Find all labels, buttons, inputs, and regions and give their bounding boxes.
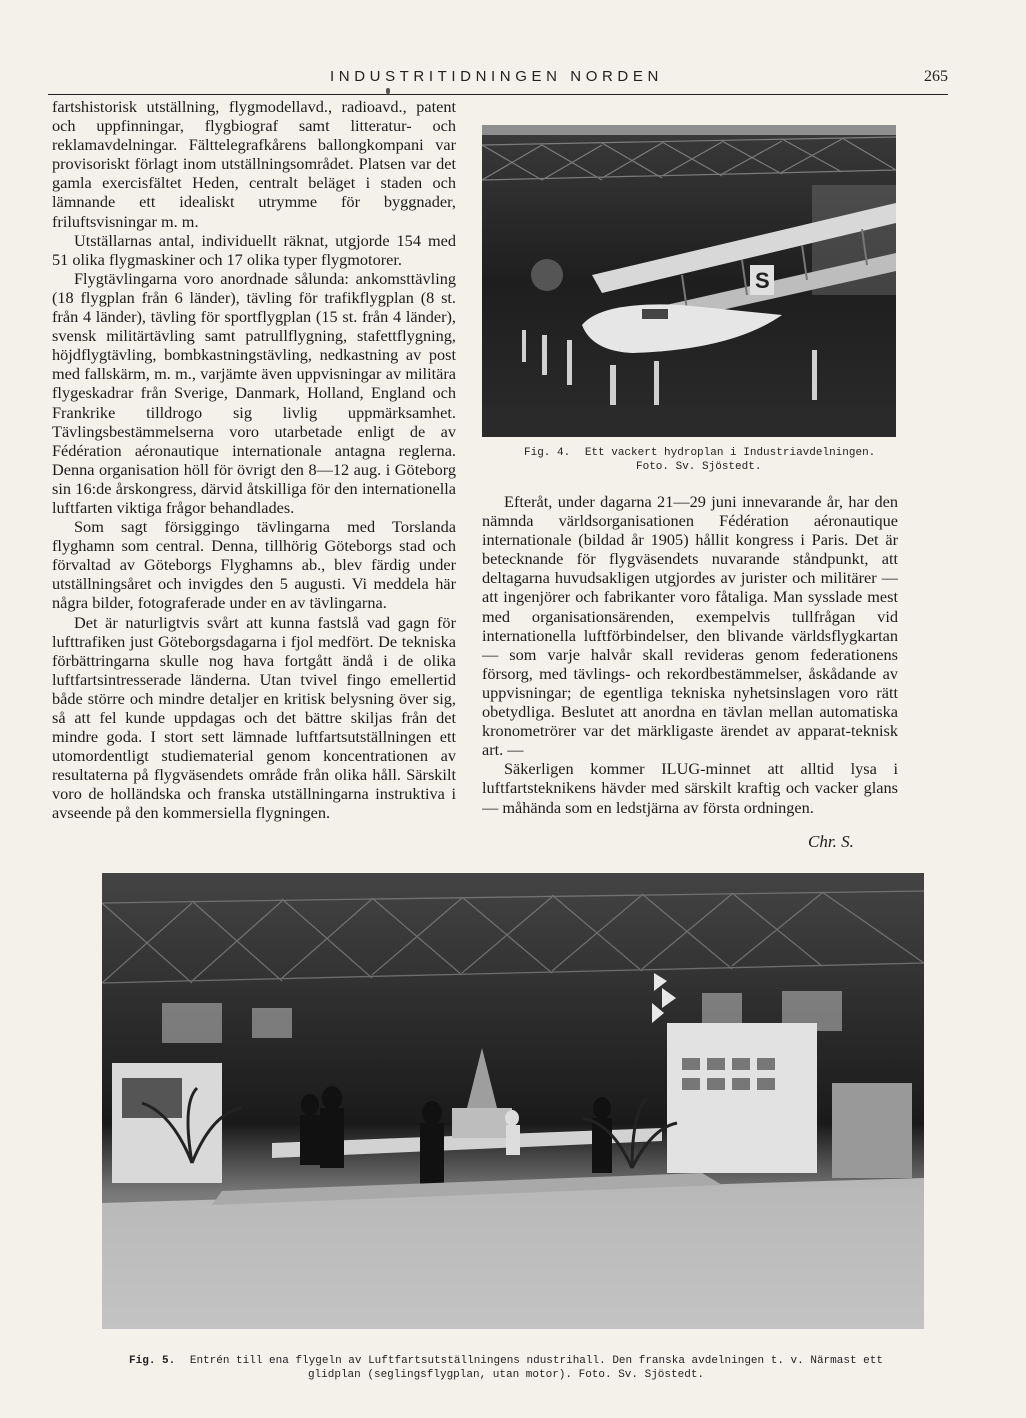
paragraph: Som sagt försiggingo tävlingarna med Torslanda flyghamn som central. Denna, tillhörig Göteborgs stad och förvaltad av Göteborgs Flyghamns ab., blev färdig under utställningsåret och invigdes den 5 augusti. Vi meddela här några bilder, fotograferade under en av tävlingarna. <box>52 517 456 613</box>
author-signature: Chr. S. <box>808 832 854 851</box>
paragraph: fartshistorisk utställning, flygmodellavd., radioavd., patent och uppfinningar, flygbiograf samt litteratur- och reklamavdelningar. Fälttelegrafkårens ballongkompani var provisoriskt förlagt inom utställningsområdet. Platsen var det gamla exercisfältet Heden, centralt beläget i staden och lämnande ett idealiskt utrymme för byggnader, friluftsvisningar m. m. <box>52 97 456 231</box>
paragraph: Säkerligen kommer ILUG-minnet att alltid lysa i luftfartsteknikens hävder med särskilt kraftig och vacker glans — måhända som en ledstjärna av första ordningen. <box>482 759 898 817</box>
caption-text: Ett vackert hydroplan i Industriavdelningen. <box>584 447 876 459</box>
paragraph: Det är naturligtvis svårt att kunna fastslå vad gagn för lufttrafiken just Göteborgsdagarna i fjol medfört. De tekniska förbättringarna skulle nog hava fortgått ändå i de olika luftfartsintresserade länderna. Utan tvivel fingo emellertid både större och mindre detaljer en kritisk belysning över sig, så att fel kunde uppdagas och det bättre skiljas från det mindre goda. I stort sett lämnade luftfartsutställningen ett utomordentligt studiematerial genom koncentrationen av resultaterna på flygväsendets område från olika håll. Särskilt voro de holländska och franska utställningarna instruktiva i avseende på den kommersiella flygningen. <box>52 612 456 823</box>
running-title: INDUSTRITIDNINGEN NORDEN <box>330 68 663 85</box>
right-column <box>482 492 898 842</box>
caption-credit: Foto. Sv. Sjöstedt. <box>636 461 762 473</box>
page-header <box>48 66 948 95</box>
figure-5-caption <box>106 1354 906 1382</box>
paragraph: Flygtävlingarna voro anordnade sålunda: ankomsttävling (18 flygplan från 6 länder), tävling för trafikflygplan (8 st. från 4 länder), tävling för sportflygplan (15 st. från 4 länder), svensk militärtävling samt patrullflygning, stafettflygning, höjdflygtävling, bombkastningstävling, nedkastning av post med fallskärm, m. m., varjämte även uppvisningar av militära flygeskadrar från Sverige, Danmark, Holland, England och Frankrike tilldrogo sig livlig uppmärksamhet. Tävlingsbestämmelserna voro utarbetade enligt de av Fédération aéronautique internationale antagna reglerna. Denna organisation höll för övrigt den 8—12 aug. i Göteborg sin 16:de årskongress, därvid åtskilliga för den internationella luftfarten viktiga frågor behandlades. <box>52 268 456 517</box>
figure-label: Fig. 5. <box>129 1355 176 1367</box>
paragraph: Utställarnas antal, individuellt räknat, utgjorde 154 med 51 olika flygmaskiner och 17 olika typer flygmotorer. <box>52 230 456 269</box>
figure-4-photo <box>482 125 896 437</box>
exhibition-hall-photo-illustration <box>102 873 924 1329</box>
figure-5-photo <box>102 873 924 1329</box>
caption-text: Entrén till ena flygeln av Luftfartsutställningens ndustrihall. Den franska avdelningen t. v. Närmast ett glidplan (seglingsflygplan, utan motor). Foto. Sv. Sjöstedt. <box>189 1355 883 1381</box>
figure-label: Fig. 4. <box>524 447 571 459</box>
page-number: 265 <box>924 68 948 85</box>
paragraph: Efteråt, under dagarna 21—29 juni innevarande år, har den nämnda världsorganisationen Fédération aéronautique internationale (bildad år 1905) hållit kongress i Paris. Det är betecknande för flygväsendets nuvarande ståndpunkt, att deltagarna huvudsakligen utgjordes av jurister och militärer — att ingenjörer och fabrikanter voro fåtaliga. Man sysslade mest med organisationsärenden, exempelvis tullfrågan vid internationella luftförbindelser, den blivande världsflygkartan — som varje halvår skall revideras genom federationens försorg, med tävlings- och rekordbestämmelser, åskådande av uppvisningar; de egentliga tekniska nyhetsinslagen voro rätt obetydliga. Beslutet att anordna en tävlan mellan automatiska kronometrörer var det märkligaste ärendet av apparat-teknisk art. — <box>482 492 898 760</box>
ink-dot <box>386 88 390 94</box>
hydroplane-photo-illustration <box>482 125 896 437</box>
svg-text:S: S <box>755 268 770 293</box>
figure-4-caption <box>524 446 904 474</box>
left-column <box>52 97 456 867</box>
